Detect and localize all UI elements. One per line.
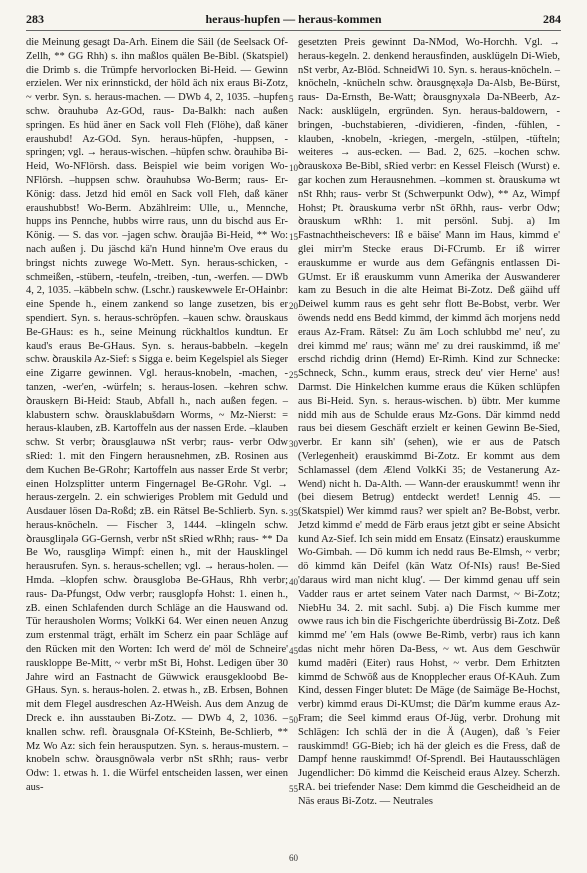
- line-number: 5: [289, 94, 294, 104]
- line-number: 25: [289, 370, 298, 380]
- running-head: heraus-hupfen — heraus-kommen: [205, 12, 382, 26]
- line-number: 50: [289, 715, 298, 725]
- line-number: 45: [289, 646, 298, 656]
- left-column-text: die Meinung gesagt Da-Arh. Einem die Säil (de Seelsack Of-Zellh, ** GG Rhh) s. ihn maßlos quälen Be-Bibl. (Skatspiel) die Drimb s. die Trümpfe hervorlocken Bi-Heid. — Gewinn erzielen. Wer nix erinnstickd, der höld äch nix eraus Bi-Zotz, ~ verbr. Syn. s. heraus-machen. — DWb 4, 2, 1035. –hupfen schw. ꝺrauhubə Az-GOd, raus- Da-Balkh: nach außen springen. Es hüd äner en Sack voll Fleh (Flöhe), daß käner eraushubd! Az-GOd. Syn. heraus-hüpfen, -huppsen, -springen; vgl. → heraus-wischen. –hüpfen schw. ꝺrauhibə Bi-Heid, Wo-NFlörsh. dass. Beispiel wie beim vorigen Wo-NFlörsh. –huppsen schw. ꝺrauhubsə Wo-Berm; raus- Er-König: dass. Jetzd hid emöl en Sack voll Fleh, daß käner eraushubbst! Wo-Berm. Abzählreim: Ulle, u., Mennche, hupps ins Pennche, hubbs wirre raus, unn du bischd aus Er-König. — S. das vor. –jagen schw. ꝺraujăə Bi-Heid, ** Wo: nach außen j. Du jäschd kä'n Hund hinne'm Ove eraus du bringst nichts zuwege Wo-Mett. Syn. heraus-schicken, -schmeißen, -stübern, -teufeln, -treiben, -tun, -werfen. — DWb 4, 2, 1035. –käbbeln schw. (Lschr.) rauskewwele Er-OHainbr: eine Spende h., einem zankend so lange zusetzen, bis er spendiert. Syn. s. heraus-schröpfen. –kauen schw. ꝺrauskaus Be-GHaus: es h., seine Meinung rückhaltlos kundtun. Er kaud's eraus Be-GHaus. Syn. s. heraus-babbeln. –kegeln schw. ꝺrauskilə Az-Sief: s Sigga e. beim Kegelspiel als Sieger eine Zigarre gewinnen. Vgl. heraus-knobeln, -machen, -tanzen, -wer'en, -würfeln; s. heraus-losen. –kehren schw. ꝺrauske̜rn Bi-Heid: Staub, Abfall h., nach außen fegen. –klabustern schw. ꝺrausklabušdərn Worms, ~ Mz-Nierst: = heraus-klauben, zB. Kartoffeln aus der nassen Erde. –klauben schw. St verbr; ꝺrausglauwə nSt verbr; raus- verbr Odw sRied: 1. mit den Fingern herausnehmen, zB. Rosinen aus dem Kuchen Be-GRohr; Kartoffeln aus nasser Erde St verbr; einen Holzsplitter unterm Fingernagel Be-GRohr. Vgl. → heraus-zergeln. 2. ein schwieriges Problem mit Geduld und Ausdauer lösen Da-Roßd; zB. ein Rätsel Be-Schlierb. Syn. s. heraus-knöcheln. — Fischer 3, 1444. –klingeln schw. ꝺrausgliŋələ GG-Gernsh, verbr nSt sRied wRhh; raus- ** Da Be Wo, rausgliŋə Wimpf: einen h., mit der Hausklingel herausrufen. Syn. s. heraus-schellen; vgl. → heraus-holen. — Hmda. –klopfen schw. ꝺrausglobə Be-GHaus, Rhh verbr; raus- Da-Pfungst, Odw verbr; rausglo̜pfə Hohst: 1. einen h., zB. einen Schlafenden durch Schläge an die Hauswand od. Tür herausholen Worms; VolkKi 64. Wer einen neuen Anzug zum erstenmal trägt, erhält im Scherz ein paar Schläge auf den Rücken mit den Worten: Ich werd de' möl de Schneire' rauskloppe Be-Mitt, ~ verbr mSt Bi, Hohst. Ledigen über 30 Jahre wird an Fastnacht de Güwwick erausgekloobd Be-GHaus. Syn. s. heraus-holen. 2. etwas h., zB. Erbsen, Bohnen mit dem Flegel ausdreschen Az-HWeish. Aus dem Anzug de Dreck e. ihn ausstauben Bi-Zotz. — DWb 4, 2, 1036. –knallen schw. refl. ꝺrausgnalə Of-KSteinh, Be-Schlierb, ** Mz Wo Az: sich fein herausputzen. Syn. s. heraus-mustern. –knobeln schw. ꝺrausgnōwələ verbr nSt sRhh; raus- verbr Odw: 1. etwas h. 1. die Würfel entscheiden lassen, wer einen aus-: [26, 37, 288, 794]
- line-number: 40: [289, 577, 298, 587]
- left-column: [26, 36, 288, 795]
- line-number: 30: [289, 439, 298, 449]
- line-number: 15: [289, 232, 298, 242]
- page-header: [26, 12, 561, 30]
- line-number: 55: [289, 784, 298, 794]
- right-column-text: gesetzten Preis gewinnt Da-NMod, Wo-Horchh. Vgl. → heraus-kegeln. 2. denkend herausfinden, ausklügeln Di-Wieb, nSt verbr, Az-Blöd. SchneidWi 10. Syn. s. heraus-knöcheln. –knöcheln, -knücheln schw. ꝺrausgnęxə̥lə Da-Alsb, Be-Bürst, raus- Da-Ernsth, Be-Watt; ꝺrausgnyxələ Da-NBeerb, Az-Nack: ausklügeln, ergründen. Syn. heraus-baldowern, -bringen, -buchstabieren, -dividieren, -finden, -fühlen, -klauben, -knobeln, -kriegen, -mergeln, -stülpen, -tüfteln; weiteres → aus-ecken. — Bad. 2, 625. –kochen schw. ꝺrauskoxə Be-Bibl, sRied verbr: en Kessel Fleisch (Wurst) e. gar kochen zum Herausnehmen. –kommen st. ꝺrauskumə wt nSt Rhh; raus- verbr St (Schwerpunkt Odw), ** Az, Wimpf Hohst; Pt. ꝺrauskumə verbr nSt öRhh, raus- verbr Odw; ꝺrauskum wRhh: 1. mit persönl. Subj. a) Im Fastnachtheischevers: Iß e bäise' Mann im Haus, kimmd e' glei mirr'm Stecke eraus Di-FCrumb. Er iß wirrer erauskumme er wurde aus dem Gefängnis entlassen Di-GUmst. Er iß erauskumm vunn Amerika der Auswanderer kam zu Besuch in die alte Heimat Bi-Zotz. Deß gäihd uff Deiwel kumm raus es geht sehr flott Be-Bobst, verbr. Wer öwends nedd ens Bedd kimmd, der kimmd äch morjens nedd eraus Az-Fram. Rätsel: Zu äm Loch schlubbd me' neu', zu drei kimmd me' raus; wänn me' zu drei rauskimmd, iß me' erschd richdig drinn (Hemd) Er-Rimh. Kind zur Schnecke: Schneck, Schn., kumm eraus, streck deu' vier Herne' aus! Darmst. Die Hinkelchen kumme eraus die Küken schlüpfen aus Bi-Heid. Syn. s. heraus-wischen. b) übtr. Mer kumme nidd mih aus de Schulde eraus Mz-Gons. Där kimmd nedd raus bei diesem Geschäft erzielt er keinen Gewinn Be-Sied, verbr. Er kann sih' (sehen), wie er aus de Patsch (Verlegenheit) erauskimmd Bi-Zotz. Er kommt aus dem Schlamassel (dem Ælend VolkKi 35; de Vestanerung Az-Wend) nicht h. Da-Alth. — Wann-der erauskummt! wenn ihr (bei diesem Betrug) entdeckt werdet! Lennig 45. — (Skatspiel) Wer kimmd raus? wer spielt an? Be-Bobst, verbr. Jetzd kimmd e' medd de Färb eraus jetzt gibt er seine Absicht kund Az-Sief. Ich sein midd em Ensatz (Einsatz) erauskumme Wo-Gimbah. — Dö kumm ich nedd raus Be-Elmsh, ~ verbr; dö kimmd kän Deifel (kän Watz Of-NIs) raus! Be-Sied 'daraus wird man nicht klug'. — Der kimmd genau uff sein Vadder raus er artet seinem Vater nach Darmst, ~ Bi-Zotz; NiebHu 34. 2. mit sachl. Subj. a) Die Fisch kumme mer owwe raus ich bin die Fischgerichte überdrüssig Bi-Zotz. Deß kimmd me' 'em Hals (owwe Be-Rimb, verbr) raus ich kann das nicht mehr hören Da-Bess, ~ wt. Aus dem Geschwür kumd madẽri (Eiter) raus Hohst, ~ verbr. Dem Erhitzten kimmd de Schwöß aus de Knopplecher eraus Of-KAuh. Zum Kind, dessen Finger blutet: De Mäge (de Saimäge Be-Hochst, verbr) kimmd eraus Di-KUmst; die Där'm kumme eraus Az-Fram; die Seel kimmd eraus Of-Jüg, verbr. Drohung mit Schlägen: Ich schlä der in die Ä (Augen), daß 's Feier rauskimmd! GG-Bieb; ich hä der gleich es die Fress, daß de Dampf henne rauskimmd! Of-Sprendl. Bei Hautausschlägen Jugendlicher: Dö kimmd die Keischeid eraus Alzey. Scherzh. RA. bei triefender Nase: Dem kimmd die Gescheidheid an de Näs eraus Bi-Zotz. — Neutrales: [298, 37, 560, 807]
- header-rule: [26, 30, 561, 31]
- page-number-left: 283: [26, 12, 44, 26]
- page-number-right: 284: [543, 12, 561, 26]
- line-number: 60: [289, 853, 298, 863]
- line-number: 20: [289, 301, 298, 311]
- line-number: 35: [289, 508, 298, 518]
- line-number: 10: [289, 163, 298, 173]
- right-column: [298, 36, 560, 809]
